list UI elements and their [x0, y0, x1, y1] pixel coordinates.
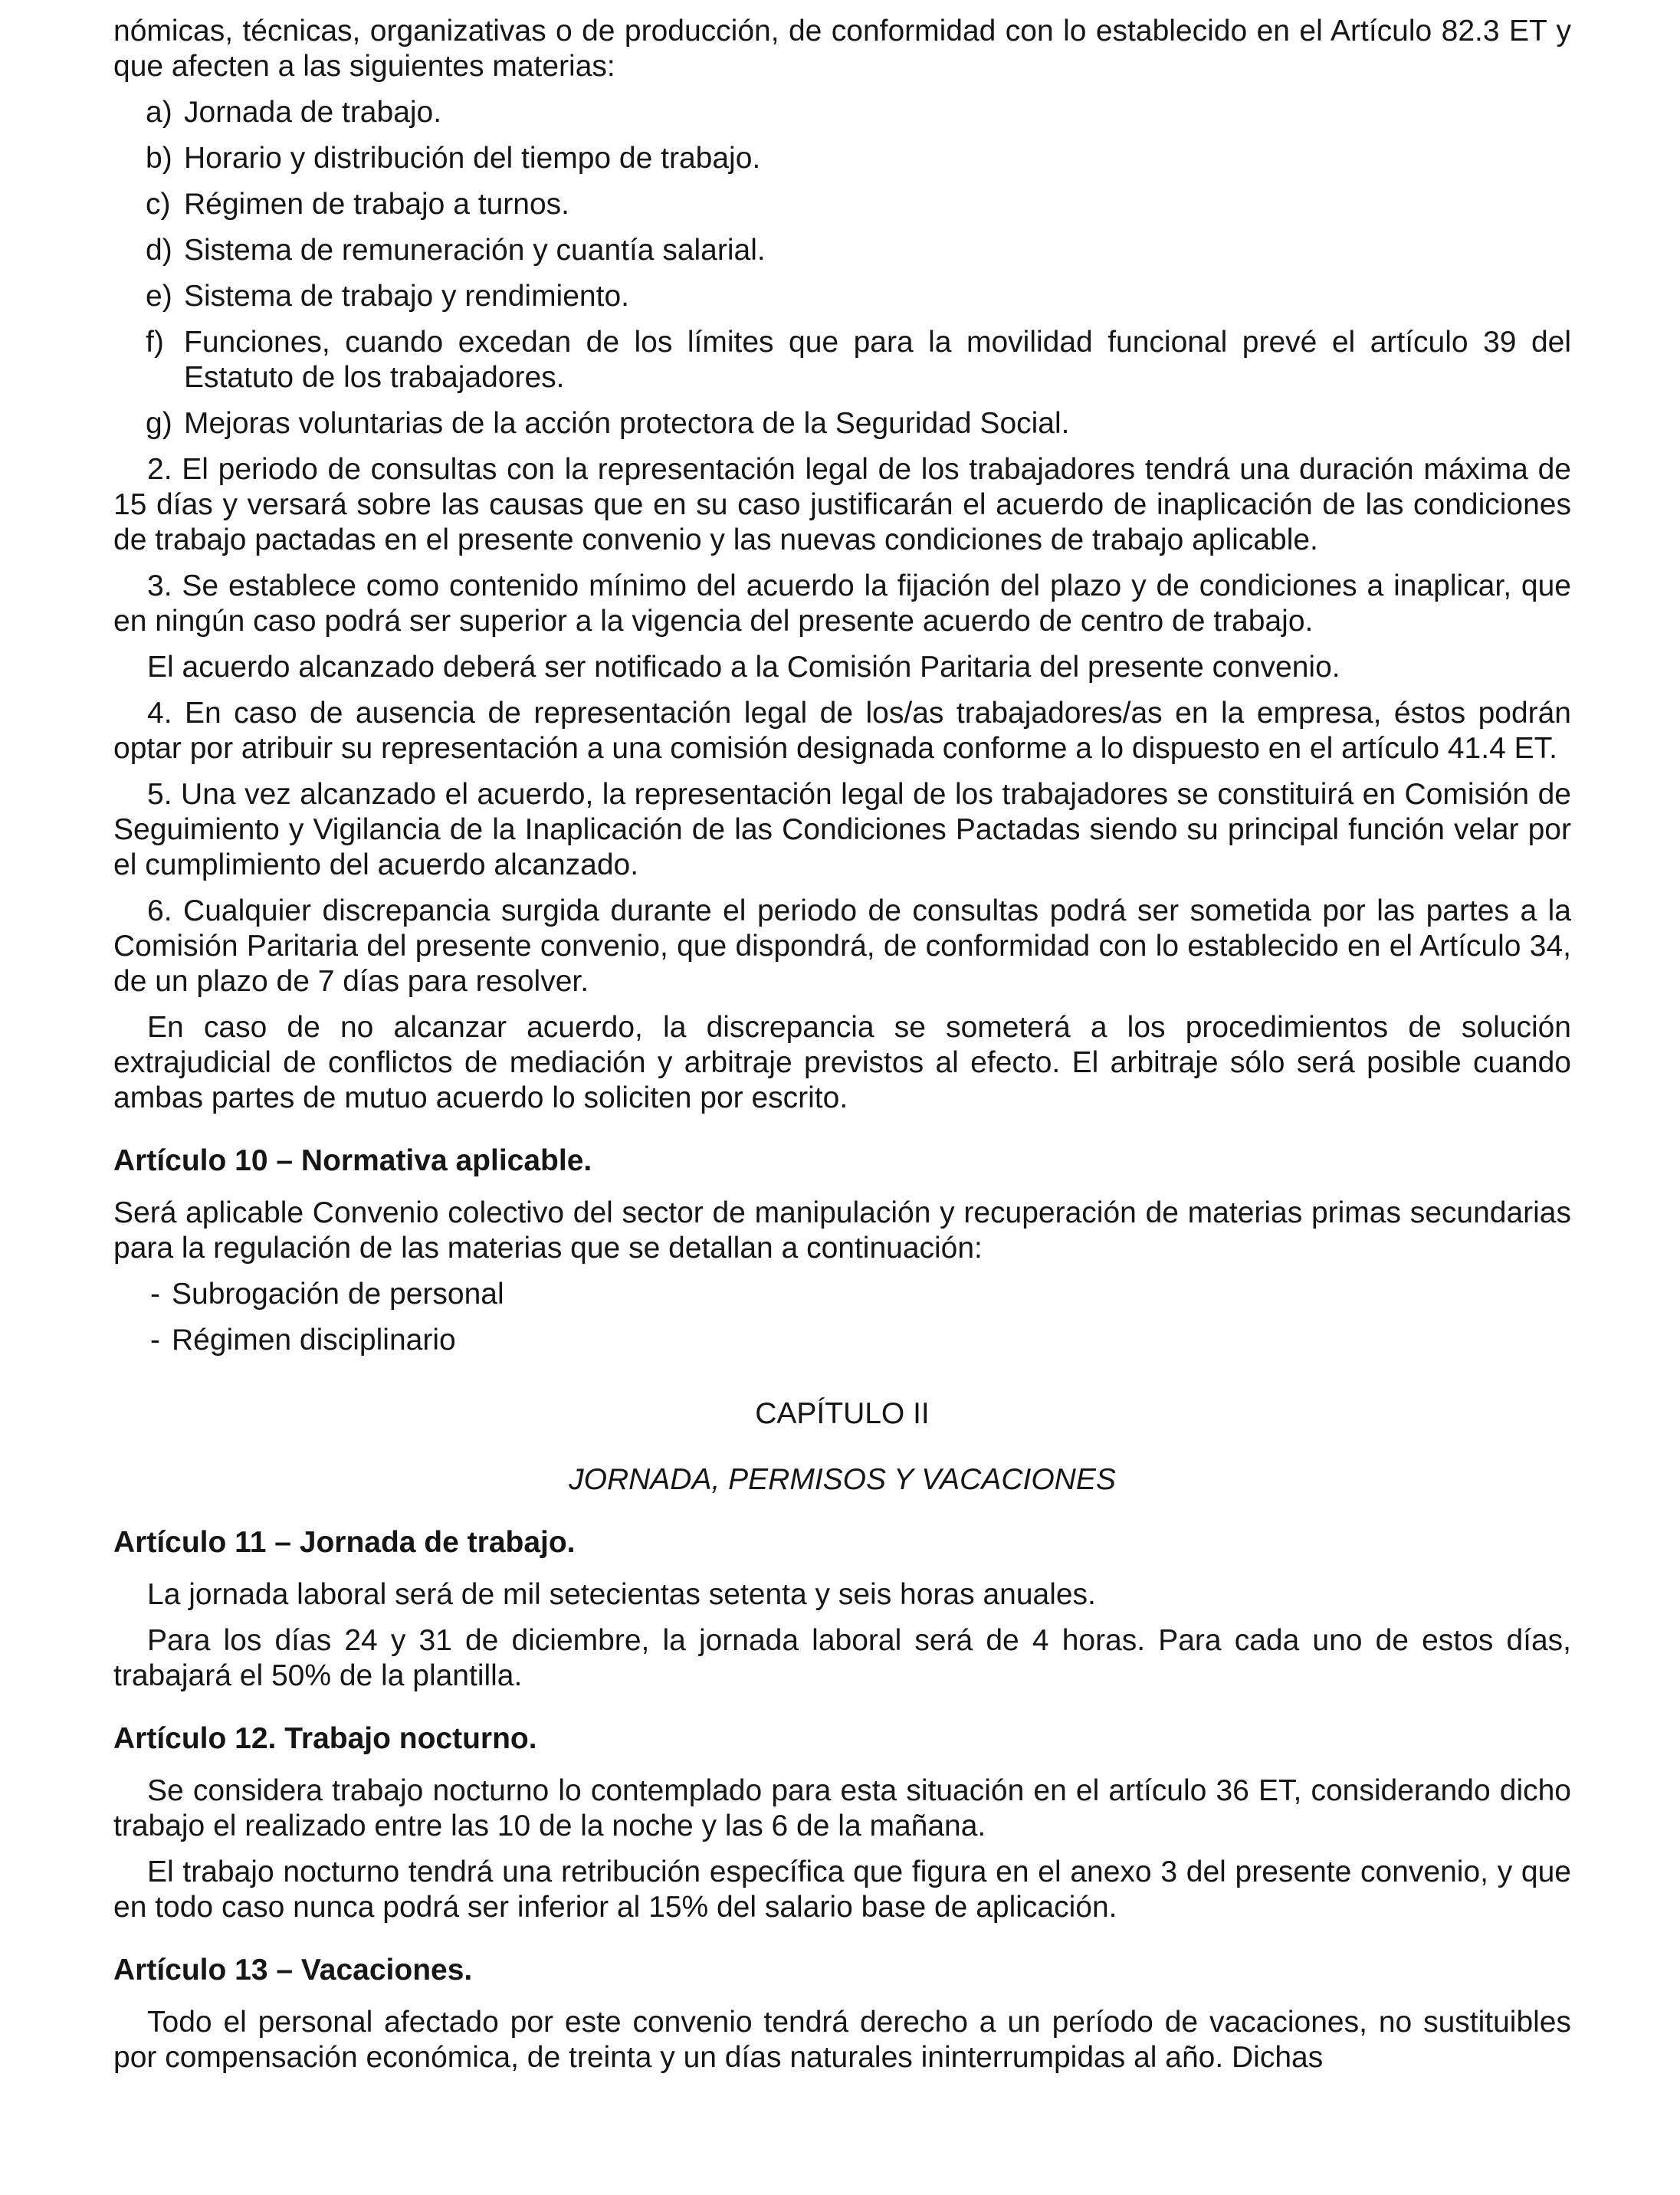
continued-paragraph: nómicas, técnicas, organizativas o de producción, de conformidad con lo establecido en el Artículo 82.3 ET y que afecten a las siguientes materias:	[113, 15, 1571, 83]
dash-list	[113, 1277, 1571, 1358]
article-12-heading: Artículo 12. Trabajo nocturno.	[113, 1722, 537, 1755]
dash-list-item	[113, 1323, 1571, 1358]
numbered-paragraph-6: 6. Cualquier discrepancia surgida durante el periodo de consultas podrá ser sometida por las partes a la Comisión Paritaria del presente convenio, que dispondrá, de conformidad con lo establecido en el Artículo 34, de un plazo de 7 días para resolver.	[113, 894, 1571, 998]
article-11-paragraph: La jornada laboral será de mil setecientas setenta y seis horas anuales.	[147, 1578, 1096, 1611]
lettered-list-item	[113, 279, 1571, 314]
dash-item-text: Régimen disciplinario	[172, 1324, 456, 1357]
list-item-label: g)	[146, 407, 172, 440]
dash-item-text: Subrogación de personal	[172, 1278, 504, 1311]
article-12-paragraph: Se considera trabajo nocturno lo contemplado para esta situación en el artículo 36 ET, considerando dicho trabajo el realizado entre las 10 de la noche y las 6 de la mañana.	[113, 1774, 1571, 1842]
chapter-subtitle: JORNADA, PERMISOS Y VACACIONES	[569, 1463, 1116, 1496]
numbered-paragraph-3: 3. Se establece como contenido mínimo del acuerdo la fijación del plazo y de condiciones a inaplicar, que en ningún caso podrá ser superior a la vigencia del presente acuerdo de centro de trabajo.	[113, 569, 1571, 638]
chapter-title: CAPÍTULO II	[755, 1397, 930, 1430]
list-item-text: Sistema de trabajo y rendimiento.	[184, 280, 629, 313]
list-item-text: Régimen de trabajo a turnos.	[184, 188, 569, 221]
paragraph: El acuerdo alcanzado deberá ser notificado a la Comisión Paritaria del presente convenio.	[147, 651, 1340, 684]
lettered-list	[113, 95, 1571, 441]
list-item-label: d)	[146, 234, 172, 267]
lettered-list-item	[113, 187, 1571, 222]
list-item-text: Funciones, cuando excedan de los límites que para la movilidad funcional prevé el artículo 39 del Estatuto de los trabajadores.	[184, 326, 1571, 394]
lettered-list-item	[113, 141, 1571, 176]
numbered-paragraph-2: 2. El periodo de consultas con la representación legal de los trabajadores tendrá una duración máxima de 15 días y versará sobre las causas que en su caso justificarán el acuerdo de inaplicación de las condiciones de trabajo pactadas en el presente convenio y las nuevas condiciones de trabajo aplicable.	[113, 453, 1571, 556]
list-item-text: Jornada de trabajo.	[184, 96, 442, 129]
list-item-label: e)	[146, 280, 172, 313]
numbered-paragraph-4: 4. En caso de ausencia de representación legal de los/as trabajadores/as en la empresa, éstos podrán optar por atribuir su representación a una comisión designada conforme a lo dispuesto en el artículo 41.4 ET.	[113, 697, 1571, 765]
lettered-list-item	[113, 325, 1571, 395]
paragraph: En caso de no alcanzar acuerdo, la discrepancia se someterá a los procedimientos de solución extrajudicial de conflictos de mediación y arbitraje previstos al efecto. El arbitraje sólo será posible cuando ambas partes de mutuo acuerdo lo soliciten por escrito.	[113, 1011, 1571, 1114]
article-13-heading: Artículo 13 – Vacaciones.	[113, 1954, 473, 1987]
list-item-text: Mejoras voluntarias de la acción protectora de la Seguridad Social.	[184, 407, 1070, 440]
list-item-text: Horario y distribución del tiempo de trabajo.	[184, 142, 761, 175]
article-13-paragraph: Todo el personal afectado por este convenio tendrá derecho a un período de vacaciones, no sustituibles por compensación económica, de treinta y un días naturales ininterrumpidas al año. Dichas	[113, 2006, 1571, 2074]
list-item-label: a)	[146, 96, 172, 129]
dash-marker: -	[150, 1324, 160, 1357]
article-11-paragraph: Para los días 24 y 31 de diciembre, la jornada laboral será de 4 horas. Para cada uno de estos días, trabajará el 50% de la plantilla.	[113, 1624, 1571, 1692]
article-12-paragraph: El trabajo nocturno tendrá una retribución específica que figura en el anexo 3 del presente convenio, y que en todo caso nunca podrá ser inferior al 15% del salario base de aplicación.	[113, 1855, 1571, 1924]
lettered-list-item	[113, 233, 1571, 268]
list-item-label: c)	[146, 188, 171, 221]
article-11-heading: Artículo 11 – Jornada de trabajo.	[113, 1526, 576, 1559]
list-item-label: b)	[146, 142, 172, 175]
article-10-heading: Artículo 10 – Normativa aplicable.	[113, 1144, 592, 1177]
article-10-body: Será aplicable Convenio colectivo del sector de manipulación y recuperación de materias primas secundarias para la regulación de las materias que se detallan a continuación:	[113, 1196, 1571, 1265]
list-item-text: Sistema de remuneración y cuantía salarial.	[184, 234, 766, 267]
dash-marker: -	[150, 1278, 160, 1311]
numbered-paragraph-5: 5. Una vez alcanzado el acuerdo, la representación legal de los trabajadores se constituirá en Comisión de Seguimiento y Vigilancia de la Inaplicación de las Condiciones Pactadas siendo su principal función velar por el cumplimiento del acuerdo alcanzado.	[113, 778, 1571, 881]
lettered-list-item	[113, 95, 1571, 130]
lettered-list-item	[113, 406, 1571, 441]
dash-list-item	[113, 1277, 1571, 1312]
list-item-label: f)	[146, 326, 164, 359]
